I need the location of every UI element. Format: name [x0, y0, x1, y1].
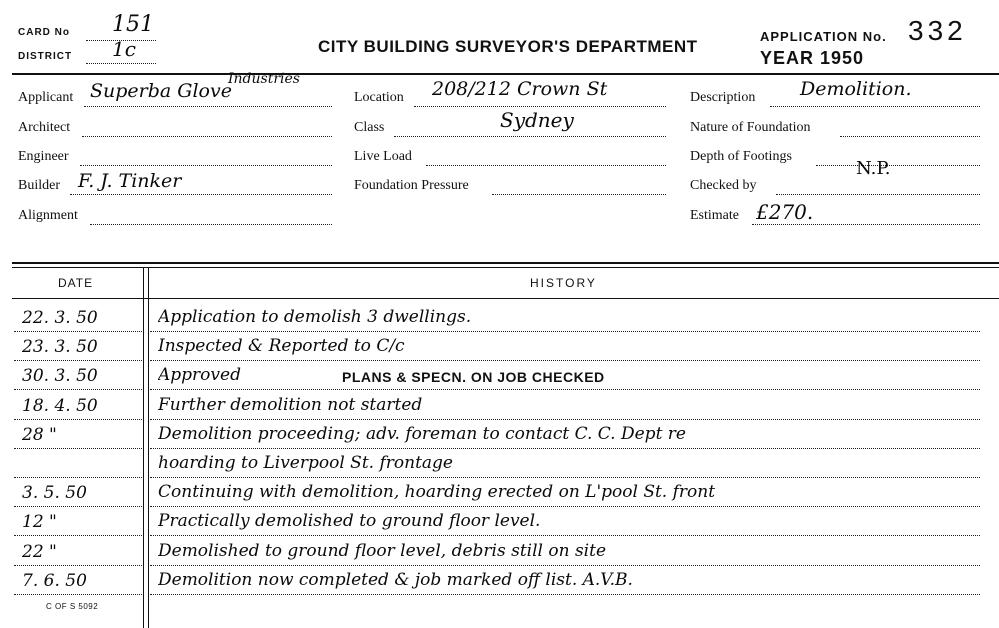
applicant-label: Applicant [18, 90, 74, 105]
estimate-underline [752, 224, 980, 225]
history-row-text: Inspected & Reported to C/c [158, 336, 405, 357]
alignment-label: Alignment [18, 208, 78, 223]
depth-of-footings-label: Depth of Footings [690, 149, 792, 164]
history-row-line [150, 389, 980, 390]
location-label: Location [354, 90, 404, 105]
applicant-value: Superba Glove [90, 80, 232, 102]
history-row-date: 22. 3. 50 [22, 308, 98, 328]
history-row-text: Application to demolish 3 dwellings. [158, 307, 472, 327]
date-row-line [14, 594, 142, 595]
date-row-line [14, 419, 142, 420]
date-row-line [14, 535, 142, 536]
architect-label: Architect [18, 120, 71, 135]
history-row-date: 22 " [22, 541, 57, 562]
foundation-pressure-underline [492, 194, 666, 195]
applicant-value-extra: Industries [228, 71, 300, 87]
live-load-label: Live Load [354, 149, 412, 164]
description-value: Demolition. [800, 78, 912, 100]
date-column-header: DATE [58, 276, 94, 290]
checked-underline [776, 194, 980, 195]
year-text: YEAR 1950 [760, 48, 865, 68]
history-row-date: 18. 4. 50 [22, 395, 98, 416]
fields-divider-bottom [12, 267, 999, 268]
description-label: Description [690, 90, 756, 105]
history-row-line [150, 565, 980, 566]
history-row-line [150, 448, 980, 449]
history-row-line [150, 594, 980, 595]
history-row-date: 3. 5. 50 [22, 483, 87, 504]
location-value: 208/212 Crown St [432, 78, 608, 100]
history-column-header: HISTORY [530, 276, 597, 290]
nature-underline [840, 136, 980, 137]
form-code: C OF S 5092 [46, 602, 99, 611]
district-underline [86, 63, 156, 64]
alignment-underline [90, 224, 332, 225]
history-row-text: hoarding to Liverpool St. frontage [158, 453, 453, 473]
engineer-underline [80, 165, 332, 166]
depth-value: N.P. [856, 158, 891, 179]
date-row-line [14, 331, 142, 332]
depth-underline [816, 165, 980, 166]
checked-stamp: PLANS & SPECN. ON JOB CHECKED [342, 369, 605, 386]
history-row-text: Further demolition not started [158, 394, 423, 415]
card-no-value: 151 [112, 12, 154, 37]
application-label: APPLICATION No. [760, 29, 887, 44]
builder-underline [70, 194, 332, 195]
history-row-line [150, 419, 980, 420]
history-row-line [150, 477, 980, 478]
department-title: CITY BUILDING SURVEYOR'S DEPARTMENT [318, 37, 698, 56]
nature-of-foundation-label: Nature of Foundation [690, 120, 811, 135]
engineer-label: Engineer [18, 149, 69, 164]
history-row-line [150, 360, 980, 361]
history-row-text: Demolition now completed & job marked off list. A.V.B. [158, 569, 633, 590]
district-label: DISTRICT [18, 51, 73, 62]
history-row-date: 7. 6. 50 [22, 570, 87, 591]
history-row-text: Practically demolished to ground floor level. [158, 511, 541, 532]
header-divider [12, 73, 999, 75]
builder-label: Builder [18, 178, 60, 193]
applicant-underline [84, 106, 332, 107]
card-no-label: CARD No [18, 27, 70, 38]
live-load-underline [426, 165, 666, 166]
date-row-line [14, 565, 142, 566]
date-row-line [14, 506, 142, 507]
history-row-date: 28 " [22, 424, 57, 445]
history-row-text: Demolition proceeding; adv. foreman to contact C. C. Dept re [158, 423, 686, 444]
date-row-line [14, 360, 142, 361]
description-underline [770, 106, 980, 107]
column-divider-2 [148, 268, 149, 628]
history-row-date: 23. 3. 50 [22, 337, 98, 358]
architect-underline [82, 136, 332, 137]
column-header-rule [12, 298, 999, 299]
checked-by-label: Checked by [690, 178, 757, 193]
district-value: 1c [112, 37, 136, 61]
foundation-pressure-label: Foundation Pressure [354, 178, 469, 193]
date-row-line [14, 477, 142, 478]
class-underline [394, 136, 666, 137]
history-row-text: Demolished to ground floor level, debris still on site [158, 540, 607, 561]
history-row-line [150, 506, 980, 507]
location-underline [414, 106, 666, 107]
history-row-date: 12 " [22, 512, 57, 533]
column-divider-1 [143, 268, 144, 628]
estimate-label: Estimate [690, 208, 739, 223]
estimate-value: £270. [756, 200, 814, 224]
date-row-line [14, 448, 142, 449]
class-label: Class [354, 120, 385, 135]
builder-value: F. J. Tinker [78, 170, 182, 192]
history-row-text: Approved [158, 365, 241, 386]
history-row-line [150, 535, 980, 536]
history-row-text: Continuing with demolition, hoarding erected on L'pool St. front [158, 482, 716, 503]
history-row-line [150, 331, 980, 332]
application-number: 332 [908, 15, 967, 46]
fields-divider-top [12, 262, 999, 264]
history-row-date: 30. 3. 50 [22, 366, 98, 387]
class-value: Sydney [500, 108, 574, 132]
date-row-line [14, 389, 142, 390]
